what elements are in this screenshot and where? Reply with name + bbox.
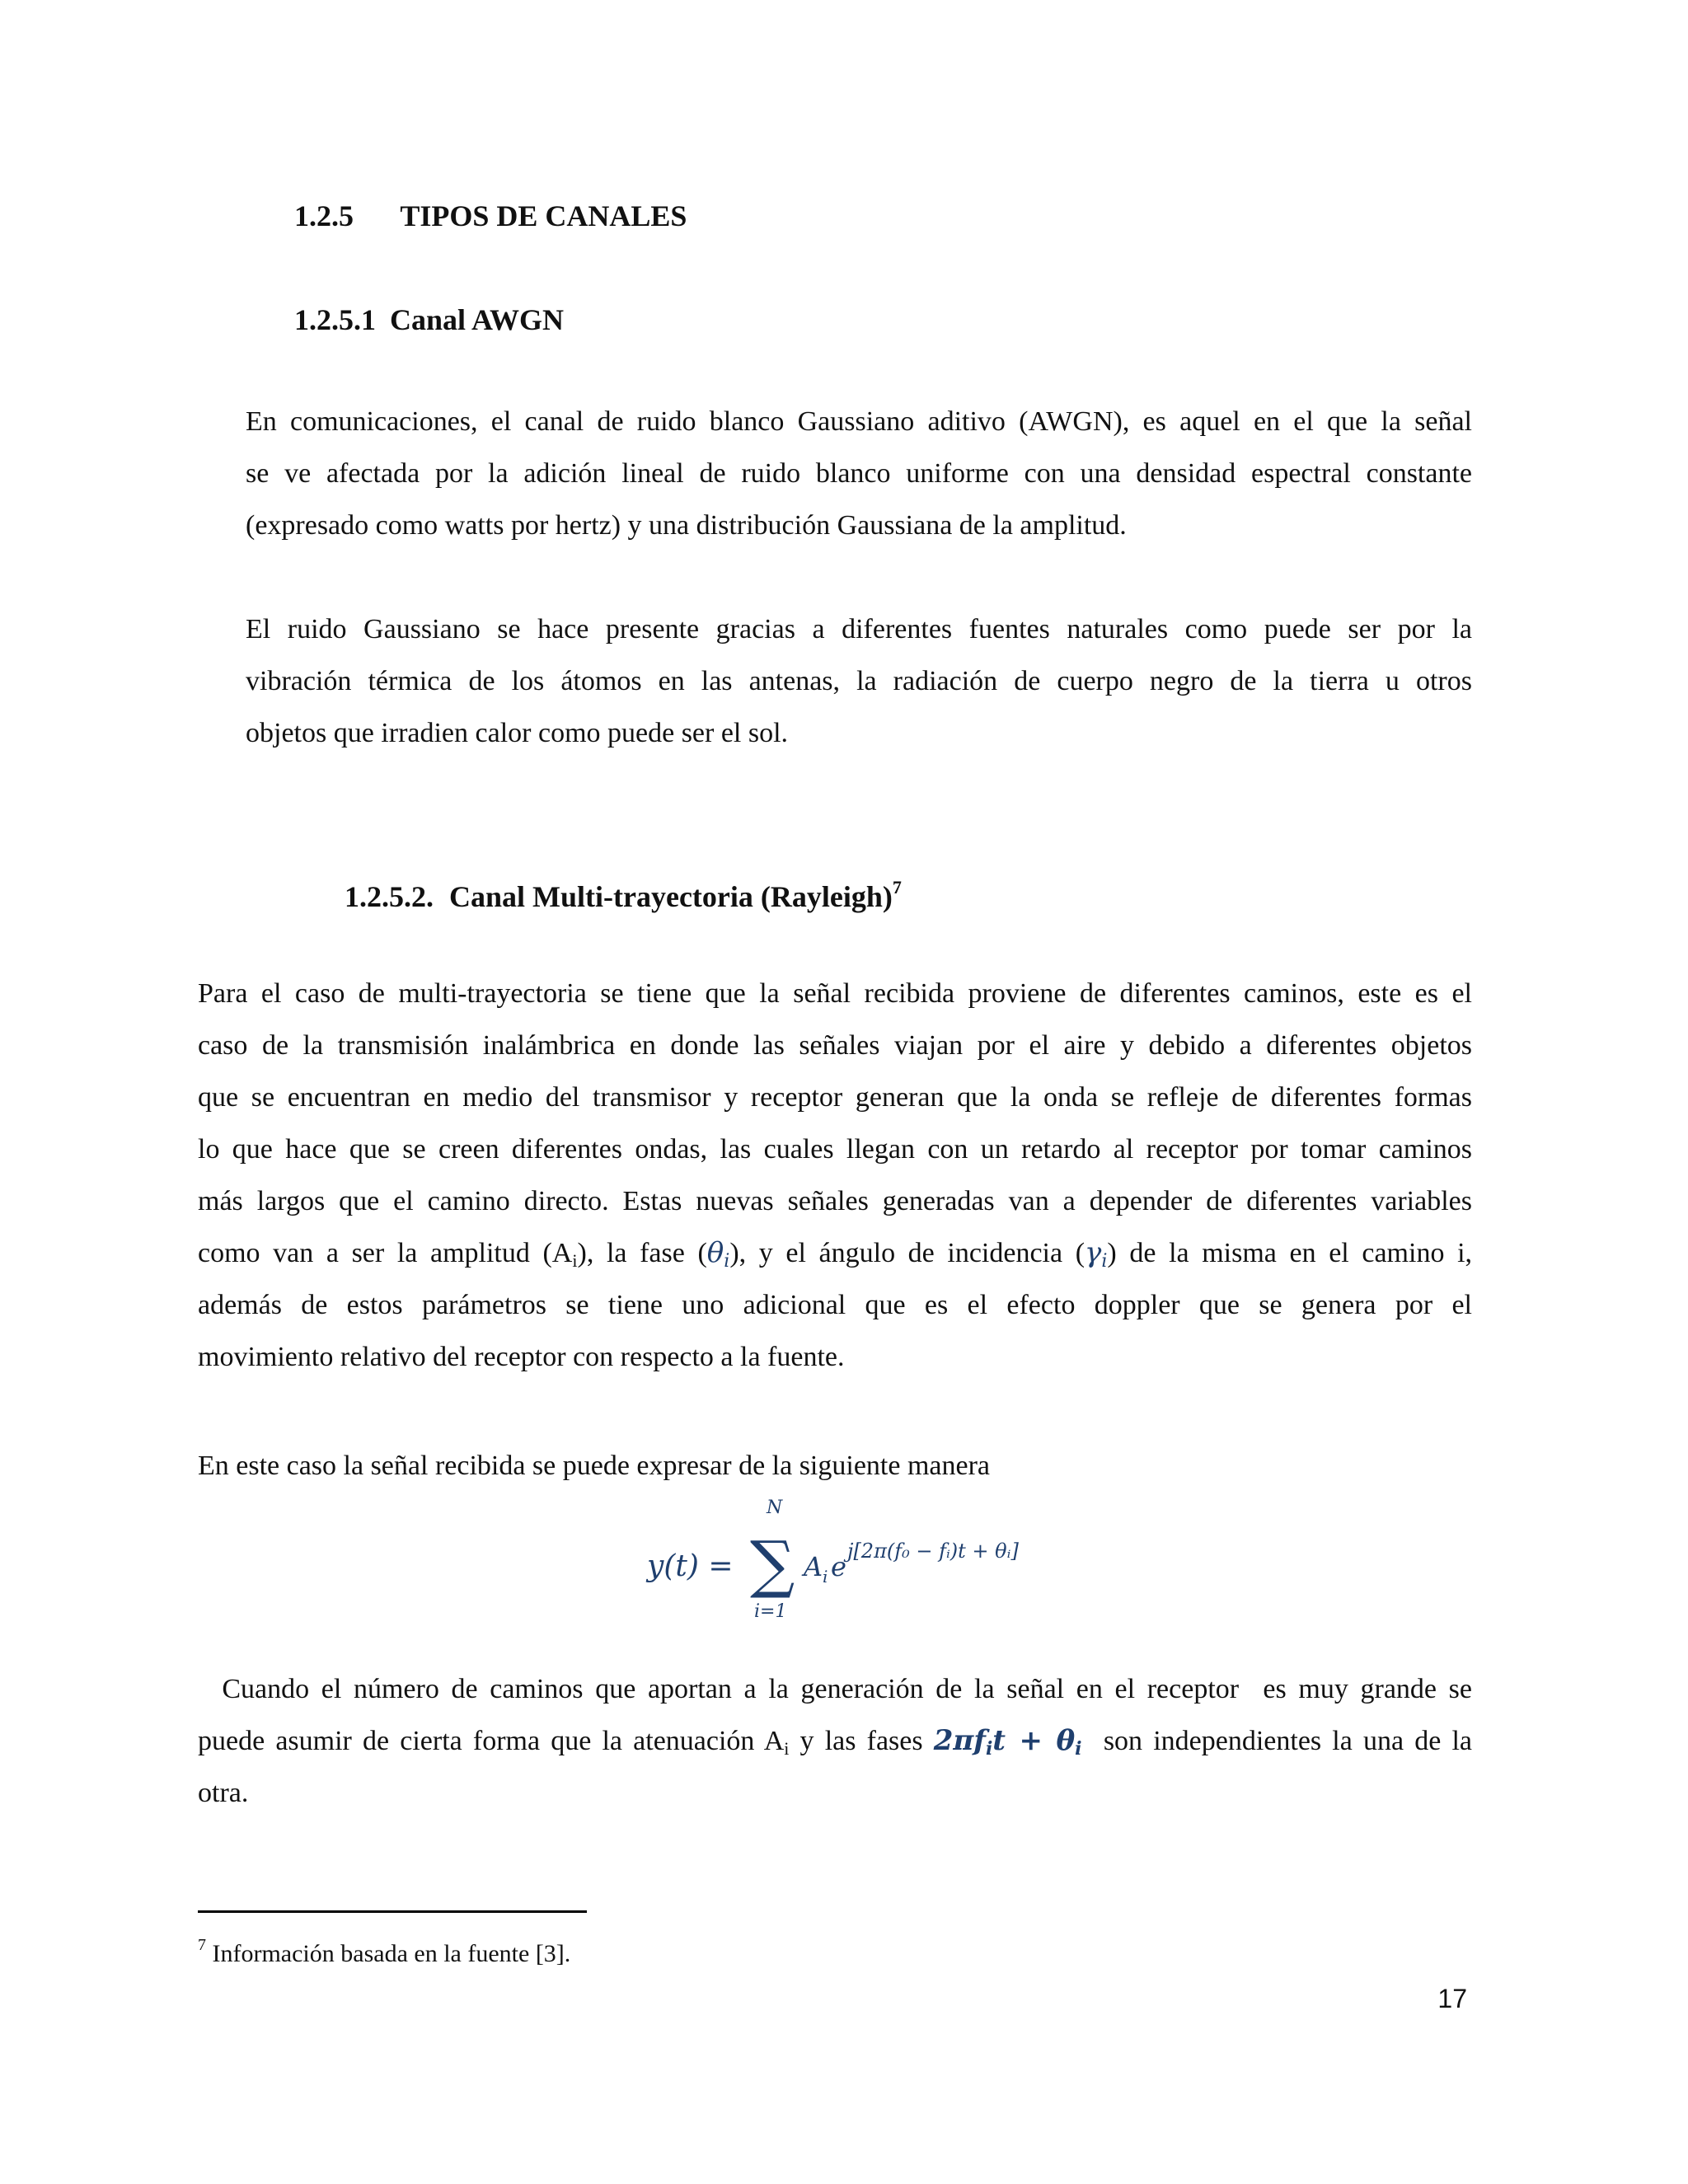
rayleigh-paragraph-2 (198, 1440, 1472, 1492)
text-line: Cuando el número de caminos que aportan a la generación de la señal en el receptor es muy grande se (198, 1674, 1472, 1704)
subscript: i (784, 1738, 790, 1759)
subsection-heading-awgn (294, 302, 564, 338)
text-line: En este caso la señal recibida se puede expresar de la siguiente manera (198, 1451, 990, 1481)
text-line: lo que hace que se creen diferentes ondas, las cuales llegan con un retardo al receptor por tomar caminos (198, 1134, 1472, 1165)
text-line: objetos que irradien calor como puede ser el sol. (246, 718, 789, 748)
section-number: 1.2.5 (294, 199, 354, 232)
equation-term-e: e (831, 1551, 846, 1582)
section-title: TIPOS DE CANALES (400, 199, 687, 232)
footnote-mark: 7 (198, 1936, 206, 1954)
subsection-heading-rayleigh (345, 869, 902, 915)
awgn-paragraph-2 (246, 603, 1472, 759)
page-number: 17 (1437, 1984, 1467, 2013)
text-line-with-symbols (198, 1227, 1472, 1279)
gamma-symbol: γ (1085, 1236, 1102, 1269)
math-fragment: t + θ (992, 1724, 1076, 1757)
subsection-title: Canal AWGN (390, 303, 565, 336)
awgn-paragraph-1 (246, 396, 1472, 551)
footnote-text: Información basada en la fuente [3]. (206, 1940, 571, 1967)
text-fragment: son independientes la una de la (1081, 1726, 1473, 1756)
rayleigh-paragraph-1 (198, 968, 1472, 1383)
equation-term-base: A (804, 1551, 823, 1582)
math-fragment: 2πf (933, 1724, 986, 1757)
text-line-with-symbols (198, 1715, 1472, 1767)
text-fragment: puede asumir de cierta forma que la atenuación A (198, 1726, 785, 1756)
text-line: caso de la transmisión inalámbrica en donde las señales viajan por el aire y debido a diferentes objetos (198, 1030, 1472, 1061)
text-line: Para el caso de multi-trayectoria se tiene que la señal recibida proviene de diferentes caminos, este es el (198, 978, 1472, 1009)
text-line: vibración térmica de los átomos en las antenas, la radiación de cuerpo negro de la tierra u otros (246, 666, 1472, 696)
text-line: se ve afectada por la adición lineal de ruido blanco uniforme con una densidad espectral constante (246, 458, 1472, 489)
equation-term-sub: i (823, 1567, 828, 1586)
theta-symbol: θ (706, 1236, 724, 1269)
text-fragment: ) de la misma en el camino i, (1107, 1238, 1473, 1268)
text-line: En comunicaciones, el canal de ruido blanco Gaussiano aditivo (AWGN), es aquel en el que la señal (246, 406, 1472, 437)
text-fragment: como van a ser la amplitud (A (198, 1238, 573, 1268)
equation-lhs: y(t) = (647, 1549, 734, 1583)
equation-lower-limit: i=1 (754, 1601, 787, 1622)
text-line: más largos que el camino directo. Estas nuevas señales generadas van a depender de diferentes variables (198, 1186, 1472, 1216)
subscript: i (1075, 1738, 1082, 1760)
section-heading (294, 198, 687, 234)
rayleigh-equation (639, 1493, 1051, 1625)
footnote (198, 1929, 570, 1971)
footnote-divider (198, 1910, 587, 1913)
text-line: además de estos parámetros se tiene uno adicional que es el efecto doppler que se genera por el (198, 1290, 1472, 1320)
subscript: i (985, 1738, 993, 1760)
text-fragment: ), la fase ( (577, 1238, 707, 1268)
subscript: i (1101, 1251, 1108, 1272)
footnote-reference[interactable]: 7 (892, 877, 902, 898)
text-line: otra. (198, 1778, 249, 1808)
subsection-title: Canal Multi-trayectoria (Rayleigh) (449, 880, 893, 913)
subsection-number: 1.2.5.2. (345, 880, 434, 913)
equation-upper-limit: N (767, 1497, 783, 1518)
subscript: i (572, 1250, 578, 1271)
equation-exponent: j[2π(f₀ − fᵢ)t + θᵢ] (847, 1540, 1019, 1563)
rayleigh-paragraph-3 (198, 1663, 1472, 1819)
phase-expression (933, 1724, 1082, 1760)
equation-sigma: ∑ (750, 1527, 795, 1601)
text-fragment: ), y el ángulo de incidencia ( (729, 1238, 1085, 1268)
text-line: (expresado como watts por hertz) y una distribución Gaussiana de la amplitud. (246, 510, 1127, 541)
text-line: que se encuentran en medio del transmisor y receptor generan que la onda se refleje de diferentes formas (198, 1082, 1472, 1113)
text-fragment: y las fases (789, 1726, 934, 1756)
subsection-number: 1.2.5.1 (294, 303, 376, 336)
text-line: El ruido Gaussiano se hace presente gracias a diferentes fuentes naturales como puede ser por la (246, 614, 1472, 644)
text-line: movimiento relativo del receptor con respecto a la fuente. (198, 1342, 845, 1372)
subscript: i (724, 1251, 730, 1272)
